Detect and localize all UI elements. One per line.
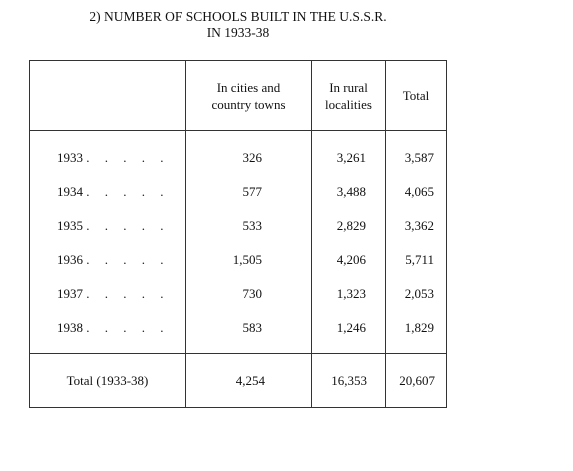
cell-cities: 730 [242,286,262,301]
column-divider [385,61,386,407]
table-title-line-2: IN 1933-38 [206,25,270,40]
cell-rural: 1,246 [336,320,366,335]
leader-dots: . . . . . [86,286,170,301]
cell-total: 2,053 [404,286,434,301]
cell-rural: 2,829 [336,218,366,233]
header-divider [30,130,446,131]
cell-cities: 577 [242,184,262,199]
header-rural-line-2: localities [325,97,372,112]
year-label: 1937 [57,286,83,301]
footer-cities: 4,254 [235,373,265,388]
leader-dots: . . . . . [86,252,170,267]
cell-rural: 3,261 [336,150,366,165]
year-label: 1935 [57,218,83,233]
cell-total: 3,362 [404,218,434,233]
footer-label: Total (1933-38) [66,373,149,388]
footer-rural: 16,353 [331,373,367,388]
header-cities-line-2: country towns [211,97,286,112]
row-year [57,217,170,234]
header-total: Total [402,88,430,103]
footer-total: 20,607 [399,373,435,388]
schools-table [29,60,447,408]
cell-rural: 3,488 [336,184,366,199]
row-year [57,183,170,200]
row-year [57,251,170,268]
year-label: 1933 [57,150,83,165]
row-year [57,285,170,302]
cell-total: 3,587 [404,150,434,165]
cell-total: 1,829 [404,320,434,335]
row-year [57,319,170,336]
row-year [57,149,170,166]
leader-dots: . . . . . [86,218,170,233]
cell-rural: 4,206 [336,252,366,267]
cell-cities: 583 [242,320,262,335]
cell-total: 5,711 [405,252,434,267]
cell-cities: 326 [242,150,262,165]
cell-cities: 533 [242,218,262,233]
header-cities-line-1: In cities and [216,80,281,95]
cell-total: 4,065 [404,184,434,199]
year-label: 1936 [57,252,83,267]
header-cities [186,79,311,113]
header-rural-line-1: In rural [329,80,368,95]
leader-dots: . . . . . [86,150,170,165]
leader-dots: . . . . . [86,184,170,199]
cell-cities: 1,505 [232,252,262,267]
header-rural [312,79,385,113]
year-label: 1938 [57,320,83,335]
leader-dots: . . . . . [86,320,170,335]
cell-rural: 1,323 [336,286,366,301]
footer-divider [30,353,446,354]
table-title-line-1: 2) NUMBER OF SCHOOLS BUILT IN THE U.S.S.R. [89,9,387,24]
year-label: 1934 [57,184,83,199]
